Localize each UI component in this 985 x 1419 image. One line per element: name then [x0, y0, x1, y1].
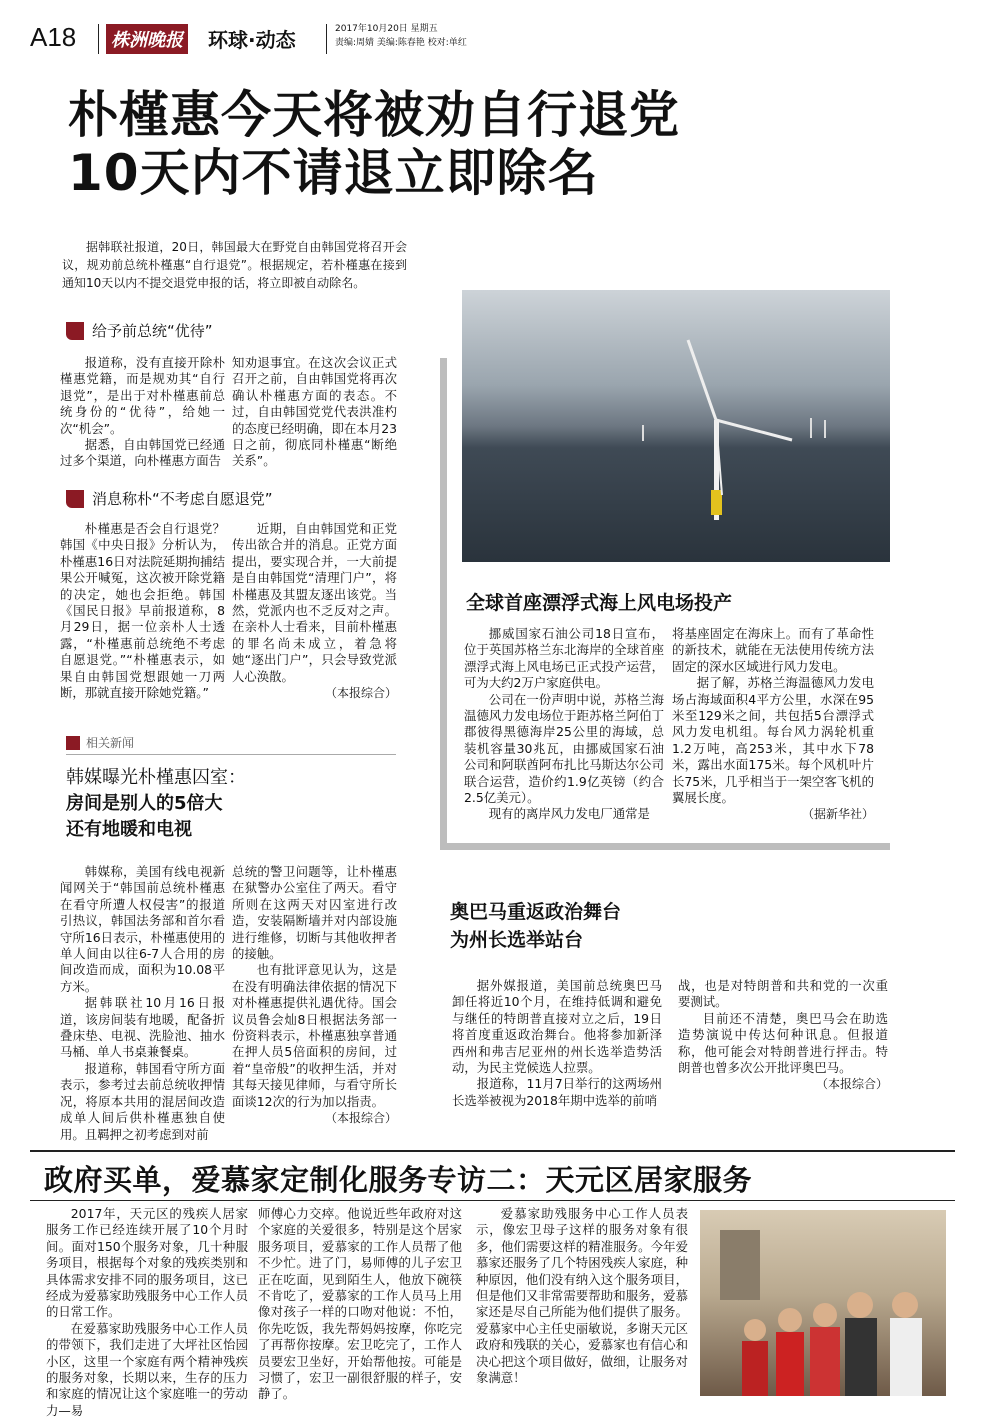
lead-headline: [68, 86, 680, 202]
paragraph: 现有的离岸风力发电厂通常是: [488, 806, 650, 822]
paragraph: 将基座固定在海床上。而有了革命性的新技术，就能在无法使用传统方法固定的深水区域进行风力发电。: [672, 626, 874, 674]
newspaper-logo: 株洲晚报: [106, 24, 188, 54]
obama-headline: [450, 898, 621, 954]
paragraph: 报道称，韩国看守所方面表示，参考过去前总统收押情况，将原本共用的混居间改造成单人间后供朴槿惠独自使用。且羁押之初考虑到对前: [60, 1060, 225, 1142]
text-column: [46, 1206, 248, 1419]
section-name: 环球·动态: [208, 28, 296, 52]
paragraph: 据韩联社10月16日报道，该房间装有地暖，配备折叠床垫、电视、洗脸池、抽水马桶、单人书桌兼餐桌。: [60, 995, 225, 1060]
paragraph: 公司在一份声明中说，苏格兰海温德风力发电场位于距苏格兰阿伯丁郡彼得黑德海岸25公里的海域，总装机容量30兆瓦，由挪威国家石油公司和阿联酋阿布扎比马斯达尔公司联合运营，造价约1.9亿英镑（约合2.5亿美元）。: [464, 691, 664, 806]
paragraph: 知劝退事宜。在这次会议正式召开之前，自由韩国党将再次确认朴槿惠方面的表态。不过，自由韩国党党代表洪准杓的态度已经明确，即在本月23日之前，彻底同朴槿惠“断绝关系”。: [232, 355, 397, 469]
paragraph: 也有批评意见认为，这是在没有明确法律依据的情况下对朴槿惠提供礼遇优待。国会议员鲁会灿8日根据法务部一份资料表示，朴槿惠独享普通在押人员5倍面积的房间，过着“皇帝般”的收押生活，并对其每天接见律师，与看守所长面谈12次的行为加以指责。: [232, 962, 397, 1109]
paragraph: 报道称，11月7日举行的这两场州长选举被视为2018年期中选举的前哨: [452, 1076, 662, 1108]
section-marker-icon: [66, 322, 84, 340]
section-title: 给予前总统“优待”: [92, 322, 213, 340]
volunteers-photo: [700, 1210, 946, 1396]
text-column: [464, 626, 664, 823]
people-icon: [700, 1210, 946, 1396]
headline-line: 房间是别人的5倍大: [66, 793, 223, 814]
paragraph: 目前还不清楚，奥巴马会在助选造势演说中传达何种讯息。但报道称，他可能会对特朗普进行抨击。特朗普也曾多次公开批评奥巴马。: [678, 1010, 888, 1076]
source-credit: （本报综合）: [815, 1077, 888, 1092]
text-column: [60, 355, 225, 470]
source-credit: （本报综合）: [324, 686, 397, 701]
lead-paragraph: 据韩联社报道，20日，韩国最大在野党自由韩国党将召开会议，规劝前总统朴槿惠“自行退党”。根据规定，若朴槿惠在接到通知10天以内不提交退党申报的话，将立即被自动除名。: [62, 240, 407, 290]
paragraph: 据了解，苏格兰海温德风力发电场占海域面积4平方公里，水深在95米至129米之间，共包括5台漂浮式风力发电机组。每台风力涡轮机重1.2万吨，高253米，其中水下78米，露出水面175米。每个风机叶片长75米，几乎相当于一架空客飞机的翼展长度。: [672, 675, 874, 806]
wind-headline: 全球首座漂浮式海上风电场投产: [466, 592, 733, 614]
turbine-icon: [462, 290, 890, 562]
section-marker-icon: [66, 490, 84, 508]
paragraph: 2017年，天元区的残疾人居家服务工作已经连续开展了10个月时间。面对150个服务对象，几十种服务项目，根据每个对象的残疾类别和具体需求安排不同的服务项目，这已经成为爱慕家助残服务中心工作人员的日常工作。: [46, 1206, 248, 1320]
text-column: [232, 521, 397, 701]
headline-line: 韩媒曝光朴槿惠囚室：: [66, 767, 246, 788]
paragraph: 报道称，没有直接开除朴槿惠党籍，而是规劝其“自行退党”，是出于对朴槿惠前总统身份的“优待”，给她一次“机会”。: [60, 355, 225, 436]
section-title: 消息称朴“不考虑自愿退党”: [92, 490, 273, 508]
paragraph: 据外媒报道，美国前总统奥巴马卸任将近10个月，在维持低调和避免与继任的特朗普直接对立之后，19日将首度重返政治舞台。他将参加新泽西州和弗吉尼亚州的州长选举造势活动，为民主党候选人拉票。: [452, 978, 662, 1076]
staff-credits: 责编:周婧 美编:陈春艳 校对:单红: [335, 38, 467, 48]
headline-line: 还有地暖和电视: [66, 819, 192, 840]
text-column: [452, 978, 662, 1109]
paragraph: 近期，自由韩国党和正党传出欲合并的消息。正党方面提出，要实现合并，一大前提是自由韩国党“清理门户”，将朴槿惠及其盟友逐出该党。当然，党派内也不乏反对之声。在亲朴人士看来，目前朴槿惠的罪名尚未成立，着急将她“逐出门户”，只会导致党派人心涣散。: [232, 521, 397, 684]
arrow-icon: [66, 736, 80, 750]
page-number: A18: [30, 22, 77, 52]
wind-turbine-photo: [462, 290, 890, 562]
section-heading: [66, 320, 213, 341]
paragraph: 韩媒称，美国有线电视新闻网关于“韩国前总统朴槿惠在看守所遭人权侵害”的报道引热议，韩国法务部和首尔看守所16日表示，朴槿惠使用的单人间由以往6-7人合用的房间改造而成，面积为10.08平方米。: [60, 864, 225, 994]
headline-line: 10天内不请退立即除名: [68, 144, 599, 202]
paragraph: 爱慕家助残服务中心工作人员表示，像宏卫母子这样的服务对象有很多，他们需要这样的精准服务。今年爱慕家还服务了几个特困残疾人家庭，种种原因，他们没有纳入这个服务项目，但是他们又非常需要帮助和服务，爱慕家还是尽自己所能为他们提供了服务。爱慕家中心主任史丽敏说，多谢天元区政府和残联的关心，爱慕家也有信心和决心把这个项目做好，做细，让服务对象满意！: [476, 1206, 688, 1386]
related-news-label: [66, 734, 396, 755]
page-header: [30, 22, 550, 54]
source-credit: （本报综合）: [324, 1111, 397, 1126]
paragraph: 师傅心力交瘁。他说近些年政府对这个家庭的关爱很多，特别是这个居家服务项目，爱慕家的工作人员帮了他不少忙。进了门，易师傅的儿子宏卫正在吃面，见到陌生人，他放下碗筷不肯吃了，爱慕家的工作人员马上用像对孩子一样的口吻对他说：不怕，你先吃饭，我先帮妈妈按摩，你吃完了再帮你按摩。宏卫吃完了，工作人员要宏卫坐好，开始帮他按。可能是习惯了，宏卫一副很舒服的样子，安静了。: [258, 1206, 462, 1402]
headline-line: 奥巴马重返政治舞台: [450, 901, 622, 923]
text-column: [60, 864, 225, 1143]
related-headline: [66, 765, 246, 843]
divider: [30, 1150, 955, 1152]
text-column: [672, 626, 874, 822]
headline-line: 朴槿惠今天将被劝自行退党: [68, 86, 680, 144]
text-column: [232, 355, 397, 470]
text-column: [258, 1206, 462, 1403]
paragraph: 战，也是对特朗普和共和党的一次重要测试。: [678, 978, 888, 1010]
label-text: 相关新闻: [86, 736, 135, 750]
paragraph: 总统的警卫问题等，让朴槿惠在狱警办公室住了两天。看守所则在这两天对囚室进行改造，安装隔断墙并对内部设施进行维修，切断与其他收押者的接触。: [232, 864, 397, 962]
text-column: [678, 978, 888, 1092]
paragraph: 据悉，自由韩国党已经通过多个渠道，向朴槿惠方面告: [60, 437, 225, 469]
text-column: [60, 521, 225, 701]
paragraph: 挪威国家石油公司18日宣布，位于英国苏格兰东北海岸的全球首座漂浮式海上风电场已正式投产运营，可为大约2万户家庭供电。: [464, 626, 664, 691]
divider: [30, 1200, 955, 1201]
issue-date: 2017年10月20日 星期五: [335, 24, 438, 34]
headline-line: 为州长选举站台: [450, 929, 584, 951]
section-heading: [66, 488, 273, 509]
paragraph: 朴槿惠是否会自行退党？韩国《中央日报》分析认为，朴槿惠16日对法院延期拘捕结果公开喊冤，这次被开除党籍的决定，她也会拒绝。韩国《国民日报》早前报道称，8月29日，据一位亲朴人士透露，“朴槿惠前总统绝不考虑自愿退党。”“朴槿惠表示，如果自由韩国党想跟她一刀两断，那就直接开除她党籍。”: [60, 521, 225, 701]
paragraph: 在爱慕家助残服务中心工作人员的带领下，我们走进了大坪社区怡园小区，这里一个家庭有两个精神残疾的服务对象，长期以来，生存的压力和家庭的情况让这个家庭唯一的劳动力—易: [46, 1320, 248, 1418]
text-column: [476, 1206, 688, 1386]
text-column: [232, 864, 397, 1126]
source-credit: （据新华社）: [801, 807, 874, 822]
feature-headline: 政府买单，爱慕家定制化服务专访二：天元区居家服务: [44, 1163, 753, 1197]
